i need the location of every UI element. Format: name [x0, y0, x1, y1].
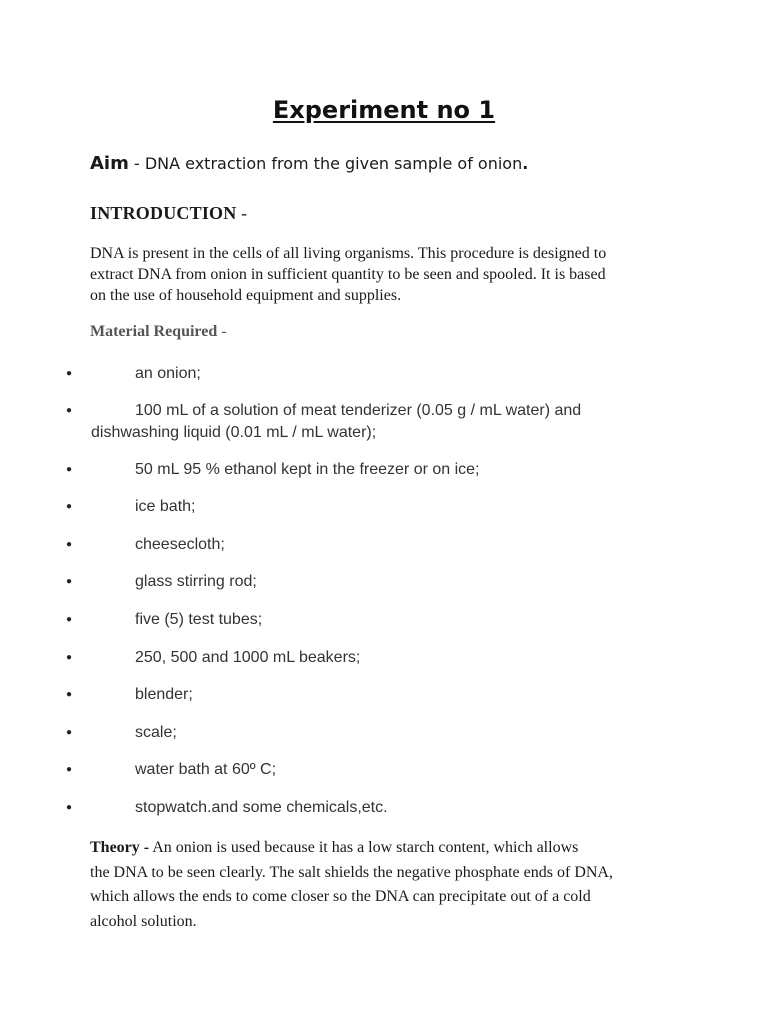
bullet-icon: ●: [66, 727, 73, 738]
materials-heading: [90, 323, 227, 341]
aim-line: [90, 153, 528, 174]
list-item-text: 100 mL of a solution of meat tenderizer (0.05 g / mL water) and: [135, 402, 582, 419]
theory-first-line: An onion is used because it has a low starch content, which allows: [149, 839, 579, 856]
list-item-text: cheesecloth;: [135, 536, 225, 553]
bullet-icon: ●: [66, 368, 73, 379]
bullet-icon: ●: [66, 576, 73, 587]
theory-paragraph: [90, 836, 690, 934]
aim-text: DNA extraction from the given sample of onion: [144, 154, 523, 173]
page-title: Experiment no 1: [272, 96, 496, 124]
aim-label: Aim: [90, 153, 129, 174]
bullet-icon: ●: [66, 464, 73, 475]
introduction-heading: [90, 203, 247, 224]
bullet-icon: ●: [66, 614, 73, 625]
list-item-text: water bath at 60º C;: [135, 761, 277, 778]
bullet-icon: ●: [66, 405, 73, 416]
list-item-text: an onion;: [135, 365, 201, 382]
list-item-text: 250, 500 and 1000 mL beakers;: [135, 649, 361, 666]
bullet-icon: ●: [66, 539, 73, 550]
introduction-line: on the use of household equipment and supplies.: [90, 287, 402, 304]
theory-line: alcohol solution.: [90, 912, 197, 930]
list-item-text: stopwatch.and some chemicals,etc.: [135, 799, 388, 816]
theory-line: [90, 836, 690, 861]
materials-heading-dash: -: [217, 323, 227, 340]
bullet-icon: ●: [66, 652, 73, 663]
introduction-paragraph: [90, 243, 675, 306]
list-item-continuation: dishwashing liquid (0.01 mL / mL water);: [91, 424, 377, 441]
list-item-text: blender;: [135, 686, 193, 703]
list-item-text: five (5) test tubes;: [135, 611, 263, 628]
theory-line: the DNA to be seen clearly. The salt shields the negative phosphate ends of DNA,: [90, 863, 613, 881]
list-item-text: 50 mL 95 % ethanol kept in the freezer or on ice;: [135, 461, 480, 478]
theory-line: which allows the ends to come closer so the DNA can precipitate out of a cold: [90, 888, 591, 905]
bullet-icon: ●: [66, 764, 73, 775]
list-item-text: glass stirring rod;: [135, 573, 257, 590]
list-item-text: ice bath;: [135, 498, 196, 515]
aim-period: .: [522, 154, 529, 173]
introduction-line: DNA is present in the cells of all living organisms. This procedure is designed to: [90, 245, 607, 262]
introduction-line: extract DNA from onion in sufficient quantity to be seen and spooled. It is based: [90, 266, 606, 283]
introduction-heading-text: INTRODUCTION: [90, 203, 237, 223]
theory-label: Theory -: [90, 839, 150, 856]
materials-heading-text: Material Required: [90, 323, 218, 340]
bullet-icon: ●: [66, 689, 73, 700]
list-item-text: scale;: [135, 724, 177, 741]
bullet-icon: ●: [66, 501, 73, 512]
introduction-heading-dash: -: [236, 203, 248, 223]
bullet-icon: ●: [66, 802, 73, 813]
aim-separator: -: [128, 154, 145, 173]
